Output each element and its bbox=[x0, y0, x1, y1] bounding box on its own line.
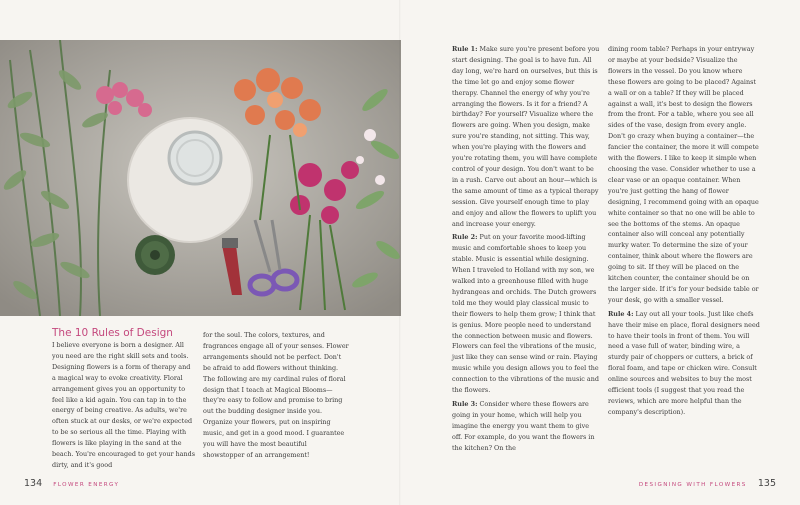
rule-3-lead: Rule 3: bbox=[452, 400, 478, 408]
right-folio bbox=[639, 471, 776, 490]
right-page-number: 135 bbox=[757, 478, 776, 489]
left-column-1 bbox=[52, 340, 196, 471]
intro-paragraph-continued: for the soul. The colors, textures, and fragrances engage all of your senses. Flower arrangements should not be perfect. Don't be afraid to add flowers without thinking. The following are my cardinal rules of floral design that I teach at Magical Blooms—they're easy to follow and promise to bring out the budding designer inside you. Organize your flowers, put on inspiring music, and get in a good mood. I guarantee you will have the most beautiful showstopper of an arrangement! bbox=[203, 331, 349, 459]
rule-1-text: Make sure you're present before you start designing. The goal is to have fun. All day long, we're hard on ourselves, but this is the time let go and enjoy some flower therapy. Channel the energy of why you're arranging the flowers. Is it for a friend? A birthday? For yourself? Visualize where the flowers are going. When you design, make sure you're standing, not sitting. This way, when you're playing with the flowers and you're rotating them, you will have complete control of your design. You don't want to be in a rush. Carve out about an hour—which is the same amount of time as a typical therapy session. Give yourself enough time to play and enjoy and allow the flowers to uplift you and increase your energy. bbox=[452, 45, 600, 228]
rule-1 bbox=[452, 44, 601, 229]
rule-4-text: Lay out all your tools. Just like chefs have their mise en place, floral designers need to have their tools in front of them. You will need a vase full of water, binding wire, a sturdy pair of choppers or cutters, a brick of floral foam, and tape or chicken wire. Consult online sources and websites to buy the most efficient tools (I suggest that you read the reviews, which are more helpful than the company's description). bbox=[608, 309, 760, 416]
section-heading: The 10 Rules of Design bbox=[52, 327, 173, 339]
rule-4-lead: Rule 4: bbox=[608, 309, 634, 318]
rule-3-text: Consider where these flowers are going in your home, which will help you imagine the energy you want them to give off. For example, do you want the flowers in the kitchen? On the bbox=[452, 400, 595, 452]
right-running-head: DESIGNING WITH FLOWERS bbox=[638, 482, 747, 488]
left-folio bbox=[24, 471, 119, 490]
intro-paragraph: I believe everyone is born a designer. All you need are the right skill sets and tools. Designing flowers is a form of therapy and a magical way to evoke creativity. Floral arrangement gives you an opportunity to feel like a kid again. You can tap in to the energy of being creative. As adults, we're often stuck at our desks, or we're expected to be so serious all the time. Playing with flowers is like playing in the sand at the beach. You're encouraged to get your hands dirty, and it's good bbox=[52, 341, 195, 469]
page-gutter bbox=[399, 0, 401, 505]
left-running-head: FLOWER ENERGY bbox=[53, 482, 120, 488]
right-column-1 bbox=[452, 44, 601, 457]
left-column-2 bbox=[203, 330, 349, 461]
rule-2 bbox=[452, 232, 601, 396]
rule-4 bbox=[608, 309, 760, 418]
left-page-number: 134 bbox=[24, 478, 43, 489]
rule-3-continued: dining room table? Perhaps in your entryway or maybe at your bedside? Visualize the flowers in the vessel. Do you know where these flowers are going to be placed? Against a wall or on a table? If they will be placed against a wall, it's best to design the flowers from the front. For a table, where you see all sides of the vase, design from every angle. Don't go crazy when buying a container—the fancier the container, the more it will compete with the flowers. I like to keep it simple when choosing the vase. Consider whether to use a clear vase or an opaque container. When you're just getting the hang of flower designing, I recommend going with an opaque white container so that no one will be able to see the bottoms of the stems. An opaque container also will conceal any potentially murky water. To determine the size of your container, think about where the flowers are going to sit. If they will be placed on the kitchen counter, the container should be on the larger side. If it's for your bedside table or your desk, go with a smaller vessel. bbox=[608, 45, 759, 304]
rule-1-lead: Rule 1: bbox=[452, 45, 478, 53]
rule-2-lead: Rule 2: bbox=[452, 233, 478, 242]
right-column-2 bbox=[608, 44, 760, 421]
rule-2-text: Put on your favorite mood-lifting music and comfortable shoes to keep you stable. Music is essential while designing. When I traveled to Holland with my son, we walked into a greenhouse filled with huge hydrangeas and orchids. The Dutch growers told me they would play classical music to their flowers to help them grow; I think that is genius. More people need to understand the connection between music and flowers. Flowers can feel the vibrations of the music, just like they can sense wind or rain. Playing music while you design allows you to feel the connection to the vibrations of the music and the flowers. bbox=[452, 233, 599, 395]
rule-3 bbox=[452, 399, 601, 454]
flower-photo bbox=[0, 40, 401, 316]
